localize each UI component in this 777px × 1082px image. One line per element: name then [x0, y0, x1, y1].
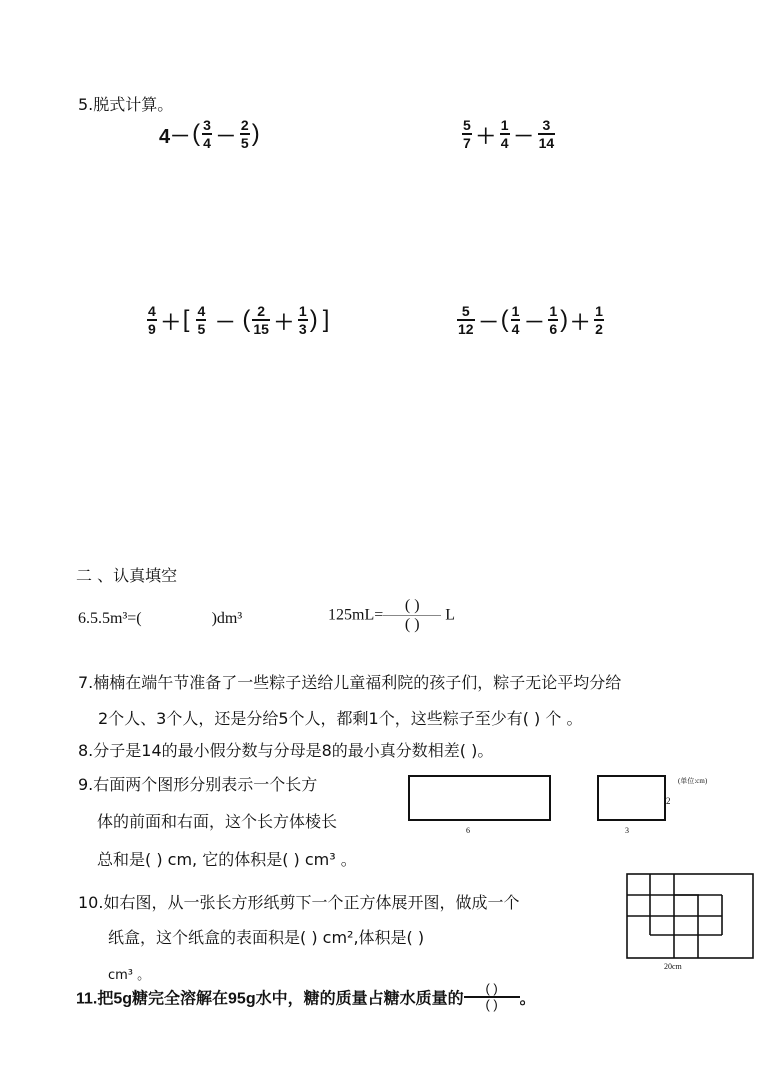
q5-title: 5.脱式计算。: [78, 95, 174, 114]
q9-line-3: 总和是( ) cm, 它的体积是( ) cm³ 。: [97, 850, 357, 869]
right-face-width-label: 3: [625, 826, 629, 835]
cube-net-figure: [626, 873, 754, 959]
expr-3: $\frac{4}{9}$ ＋[ $\frac{4}{5}$ － ( $\frac{2}{15}$ ＋ $\frac{1}{3}$ ) ]: [148, 303, 330, 337]
q10-line-2: 纸盒，这个纸盒的表面积是( ) cm²,体积是( ): [108, 928, 425, 947]
cube-net-label: 20cm: [664, 962, 682, 971]
q10-line-3: cm³ 。: [108, 968, 151, 983]
q6-part-b: 125mL= ( ) ( ) L: [328, 597, 456, 633]
right-face-rectangle: [597, 775, 666, 821]
expr-4: $\frac{5}{12}$ －( $\frac{1}{4}$ － $\frac{1}{6}$ ) ＋ $\frac{1}{2}$: [458, 303, 603, 337]
q9-line-2: 体的前面和右面，这个长方体棱长: [97, 812, 338, 831]
q10-line-1: 10.如右图，从一张长方形纸剪下一个正方体展开图，做成一个: [78, 893, 520, 912]
expr-1: 4－( $\frac{3}{4}$ － $\frac{2}{5}$ ): [159, 117, 260, 151]
front-face-rectangle: [408, 775, 551, 821]
figure-unit-note: (单位:cm): [678, 777, 708, 785]
front-face-label: 6: [466, 826, 470, 835]
q8-text: 8.分子是14的最小假分数与分母是8的最小真分数相差( )。: [78, 741, 494, 760]
q7-line-2: 2个人、3个人，还是分给5个人，都剩1个，这些粽子至少有( ) 个 。: [98, 709, 583, 728]
expr-2: $\frac{5}{7}$ ＋ $\frac{1}{4}$ － $\frac{3}{14}$: [463, 117, 555, 151]
q6-part-a: 6.5.5m³=( )dm³: [78, 610, 243, 627]
section-2-title: 二 、认真填空: [76, 566, 178, 585]
q7-line-1: 7.楠楠在端午节准备了一些粽子送给儿童福利院的孩子们，粽子无论平均分给: [78, 673, 622, 692]
right-face-height-label: 2: [666, 796, 671, 806]
q11: 11.把5g糖完全溶解在95g水中，糖的质量占糖水质量的 ( ) ( ) 。: [76, 981, 536, 1012]
q9-line-1: 9.右面两个图形分别表示一个长方: [78, 775, 318, 794]
